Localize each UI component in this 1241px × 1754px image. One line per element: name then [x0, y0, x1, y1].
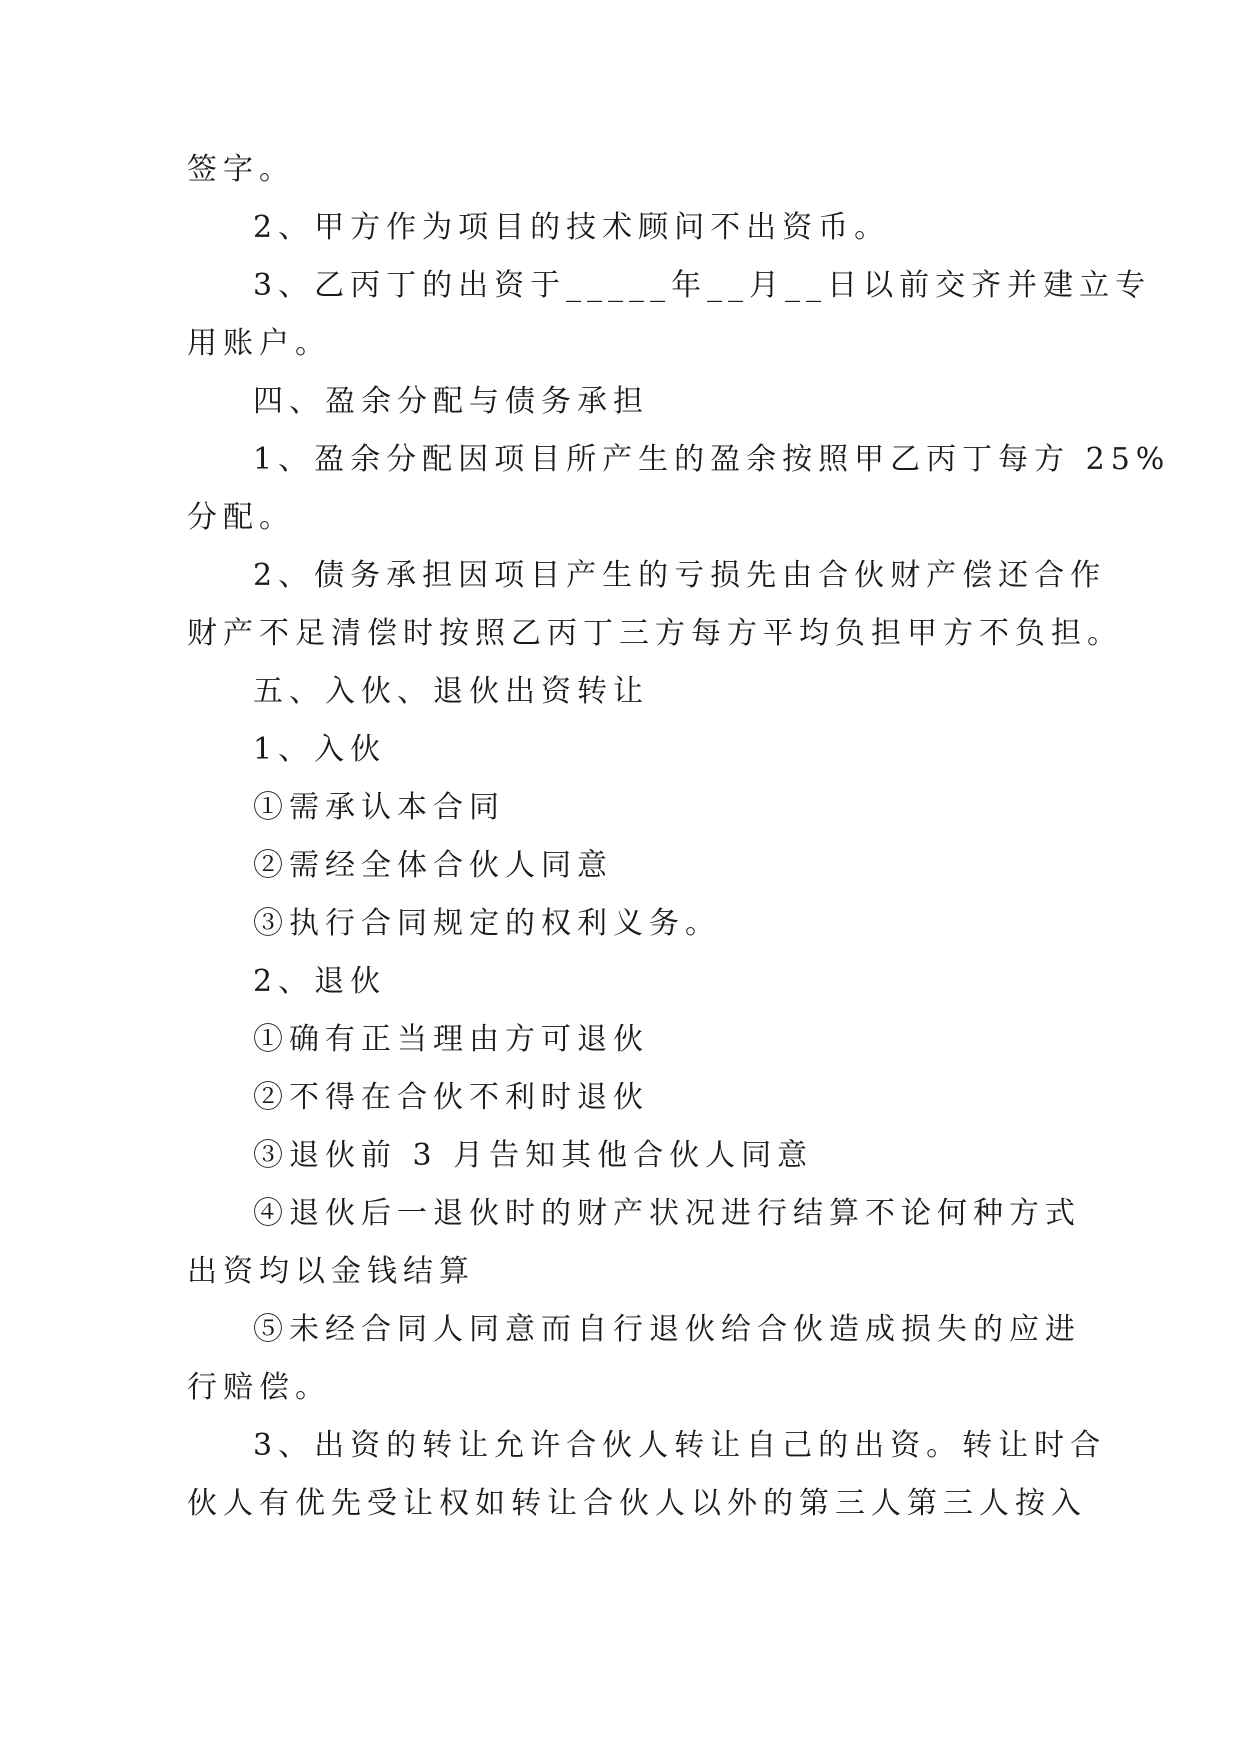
list-item: ④退伙后一退伙时的财产状况进行结算不论何种方式: [253, 1196, 1081, 1231]
paragraph-line: 财产不足清偿时按照乙丙丁三方每方平均负担甲方不负担。: [187, 616, 1123, 651]
paragraph-line: 出资均以金钱结算: [187, 1254, 475, 1289]
paragraph-line: 1、盈余分配因项目所产生的盈余按照甲乙丙丁每方 25%: [253, 442, 1171, 477]
subsection-heading: 2、退伙: [253, 964, 387, 999]
list-item: ②需经全体合伙人同意: [253, 848, 613, 883]
list-item: ②不得在合伙不利时退伙: [253, 1080, 649, 1115]
list-item: ①确有正当理由方可退伙: [253, 1022, 649, 1057]
paragraph-line: 用账户。: [187, 326, 331, 361]
list-item: ⑤未经合同人同意而自行退伙给合伙造成损失的应进: [253, 1312, 1081, 1347]
section-heading: 四、盈余分配与债务承担: [253, 384, 649, 419]
section-heading: 五、入伙、退伙出资转让: [253, 674, 649, 709]
paragraph-line: 2、甲方作为项目的技术顾问不出资币。: [253, 210, 891, 245]
paragraph-line: 签字。: [187, 152, 295, 187]
list-item: ③执行合同规定的权利义务。: [253, 906, 721, 941]
paragraph-line: 3、出资的转让允许合伙人转让自己的出资。转让时合: [253, 1428, 1107, 1463]
paragraph-line: 2、债务承担因项目产生的亏损先由合伙财产偿还合作: [253, 558, 1107, 593]
paragraph-line: 行赔偿。: [187, 1370, 331, 1405]
subsection-heading: 1、入伙: [253, 732, 387, 767]
paragraph-line: 3、乙丙丁的出资于_____年__月__日以前交齐并建立专: [253, 268, 1152, 303]
list-item: ③退伙前 3 月告知其他合伙人同意: [253, 1138, 814, 1173]
paragraph-line: 分配。: [187, 500, 295, 535]
paragraph-line: 伙人有优先受让权如转让合伙人以外的第三人第三人按入: [187, 1486, 1087, 1521]
list-item: ①需承认本合同: [253, 790, 505, 825]
